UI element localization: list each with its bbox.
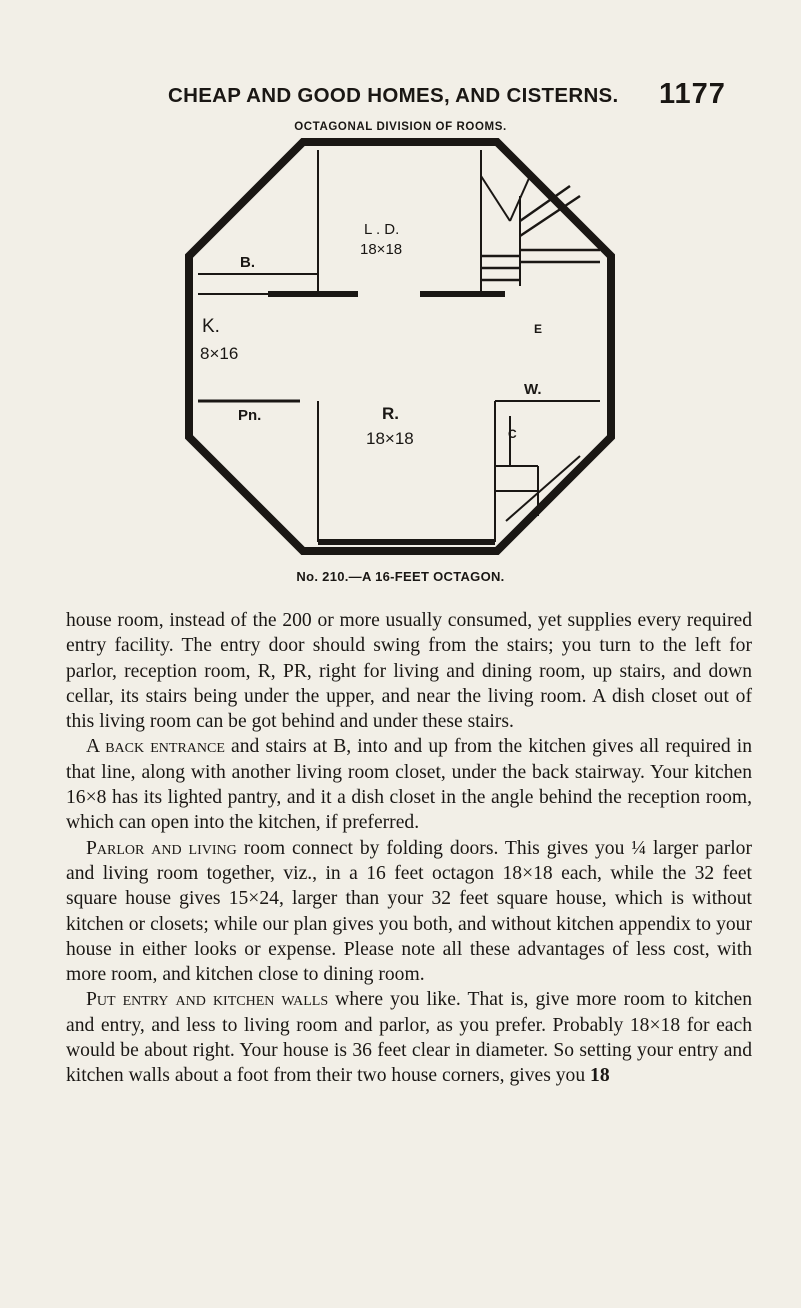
paragraph-2-lead: A back entrance [86, 736, 225, 758]
label-r-size: 18×18 [366, 429, 414, 448]
paragraph-4-rest: where you like. That is, give more room to kitchen and entry, and less to living room and parlor, as you prefer. Probably 18×18 for each would be about right. Your house is 36 feet clear in diameter. So setting your entry and kitchen walls about a foot from their two house corners, gives you [66, 989, 752, 1087]
label-r-name: R. [382, 404, 399, 423]
paragraph-3-rest: room connect by folding doors. This gives you ¼ larger parlor and living room together, viz., in a 16 feet octagon 18×18 each, while the 32 feet square house gives 15×24, larger than your 32 feet square house, which is without kitchen or closets; while our plan gives you both, and without kitchen appendix to your house in either looks or expense. Please note all these advantages of less cost, with more room, and kitchen close to dining room. [66, 837, 753, 986]
label-ld-size: 18×18 [360, 241, 403, 258]
stair-tread [481, 176, 510, 221]
octagon-floor-plan [180, 136, 620, 566]
label-c: C [508, 427, 517, 441]
outer-wall [189, 142, 611, 551]
paragraph-4 [66, 987, 752, 1088]
label-k-size: 8×16 [200, 344, 239, 363]
label-e: E [534, 322, 543, 336]
paragraph-1: house room, instead of the 200 or more usually consumed, yet supplies every required entry facility. The entry door should swing from the stairs; you turn to the left for parlor, reception room, R, PR, right for living and dining room, up stairs, and down cellar, its stairs being under the upper, and near the living room. A dish closet out of this living room can be got behind and under these stairs. [66, 610, 752, 733]
label-b: B. [240, 254, 255, 271]
label-k-name: K. [202, 316, 220, 337]
figure-heading: OCTAGONAL DIVISION OF ROOMS. [294, 121, 507, 133]
paragraph-4-lead: Put entry and kitchen walls [86, 989, 329, 1011]
label-ld-name: L . D. [364, 221, 400, 238]
paragraph-3-lead: Parlor and living [86, 837, 237, 859]
page-header [0, 78, 801, 112]
paragraph-4-last: 18 [590, 1065, 610, 1087]
page-number: 1177 [659, 78, 726, 110]
body-text [66, 608, 752, 1089]
paragraph-2 [66, 734, 752, 835]
paragraph-3 [66, 836, 752, 988]
running-title: CHEAP AND GOOD HOMES, AND CISTERNS. [168, 84, 619, 107]
figure-caption: No. 210.—A 16-FEET OCTAGON. [296, 569, 505, 584]
label-w: W. [524, 381, 542, 398]
partition-wall-right [420, 291, 505, 297]
label-pn: Pn. [238, 407, 262, 424]
bottom-wall [318, 539, 495, 545]
partition-wall-left [268, 291, 358, 297]
paragraph-2-rest: and stairs at B, into and up from the kitchen gives all required in that line, along with another living room closet, under the back stairway. Your kitchen 16×8 has its lighted pantry, and it a dish closet in the angle behind the reception room, which can open into the kitchen, if preferred. [66, 736, 752, 834]
